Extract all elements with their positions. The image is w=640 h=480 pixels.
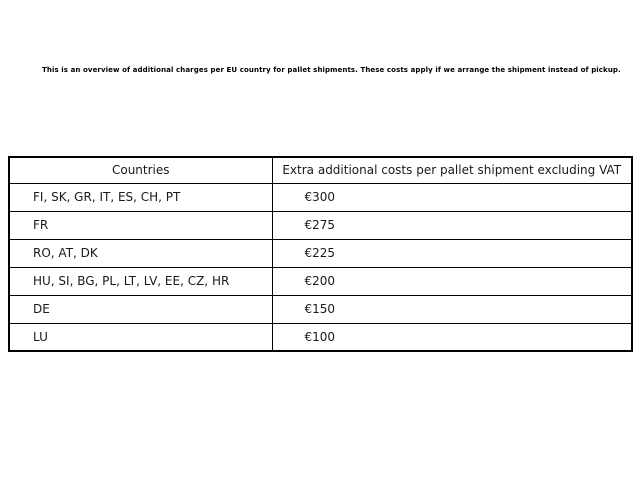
countries-cell: RO, AT, DK (9, 239, 272, 267)
header-countries: Countries (9, 157, 272, 183)
countries-cell: LU (9, 323, 272, 351)
table-header-row (9, 157, 632, 183)
table-row (9, 211, 632, 239)
cost-cell: €225 (272, 239, 632, 267)
table-row (9, 183, 632, 211)
cost-cell: €275 (272, 211, 632, 239)
cost-cell: €300 (272, 183, 632, 211)
charges-table (8, 156, 633, 352)
cost-cell: €100 (272, 323, 632, 351)
table-row (9, 295, 632, 323)
table-row (9, 239, 632, 267)
countries-cell: DE (9, 295, 272, 323)
countries-cell: FI, SK, GR, IT, ES, CH, PT (9, 183, 272, 211)
countries-cell: HU, SI, BG, PL, LT, LV, EE, CZ, HR (9, 267, 272, 295)
table-row (9, 267, 632, 295)
cost-cell: €150 (272, 295, 632, 323)
intro-text: This is an overview of additional charges per EU country for pallet shipments. These costs apply if we arrange the shipment instead of pickup. (42, 66, 621, 74)
header-extra-costs: Extra additional costs per pallet shipment excluding VAT (272, 157, 632, 183)
table-row (9, 323, 632, 351)
cost-cell: €200 (272, 267, 632, 295)
countries-cell: FR (9, 211, 272, 239)
